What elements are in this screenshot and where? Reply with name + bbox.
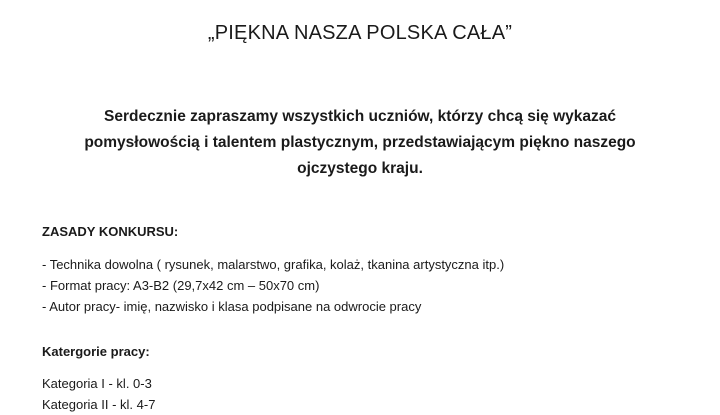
category-item: Kategoria I - kl. 0-3 [42,376,152,391]
rule-item: - Technika dowolna ( rysunek, malarstwo, grafika, kolaż, tkanina artystyczna itp.) [42,257,505,272]
intro-line: pomysłowością i talentem plastycznym, przedstawiającym piękno naszego [84,134,636,151]
rules-heading: ZASADY KONKURSU: [42,224,179,239]
categories-list [42,373,155,415]
rule-item: - Autor pracy- imię, nazwisko i klasa podpisane na odwrocie pracy [42,299,422,314]
rule-item: - Format pracy: A3-B2 (29,7x42 cm – 50x70 cm) [42,278,320,293]
intro-paragraph [60,104,660,182]
categories-heading: Katergorie pracy: [42,344,150,359]
document-title: „PIĘKNA NASZA POLSKA CAŁA” [207,22,513,44]
rules-list [42,254,504,317]
intro-line: Serdecznie zapraszamy wszystkich uczniów, którzy chcą się wykazać [103,108,617,125]
category-item: Kategoria II - kl. 4-7 [42,397,156,412]
intro-line: ojczystego kraju. [297,160,423,177]
